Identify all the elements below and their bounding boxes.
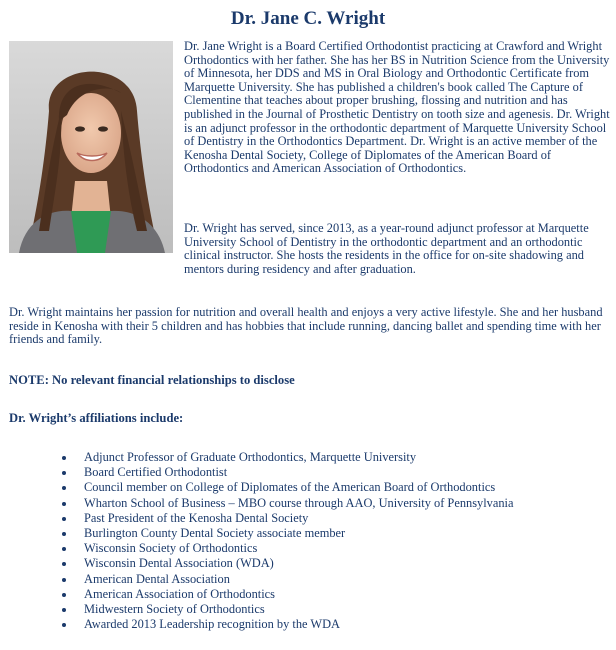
affiliations-list <box>0 450 514 632</box>
disclosure-note: NOTE: No relevant financial relationships to disclose <box>9 373 295 387</box>
list-item: Midwestern Society of Orthodontics <box>0 602 514 617</box>
list-item: Board Certified Orthodontist <box>0 465 514 480</box>
bio-paragraph-1: Dr. Jane Wright is a Board Certified Orthodontist practicing at Crawford and Wright Orthodontics with her father. She has her BS in Nutrition Science from the University of Minnesota, her DDS and MS in Oral Biology and Orthodontic Certificate from Marquette University. She has published a children's book called The Capture of Clementine that teaches about proper brushing, flossing and nutrition and has published in the Journal of Prosthetic Dentistry on tooth size and agenesis. Dr. Wright is an adjunct professor in the orthodontic department of Marquette University School of Dentistry in the Orthodontics Department. Dr. Wright is an active member of the Kenosha Dental Society, College of Diplomates of the American Board of Orthodontics and American Association of Orthodontics. <box>184 39 610 176</box>
list-item: American Association of Orthodontics <box>0 587 514 602</box>
list-item: Wisconsin Society of Orthodontics <box>0 541 514 556</box>
list-item: American Dental Association <box>0 572 514 587</box>
list-item: Awarded 2013 Leadership recognition by the WDA <box>0 617 514 632</box>
page-title: Dr. Jane C. Wright <box>230 8 386 29</box>
affiliations-heading: Dr. Wright’s affiliations include: <box>9 411 184 425</box>
list-item: Wharton School of Business – MBO course through AAO, University of Pennsylvania <box>0 496 514 511</box>
list-item: Adjunct Professor of Graduate Orthodontics, Marquette University <box>0 450 514 465</box>
portrait-photo <box>9 41 173 253</box>
bio-paragraph-3: Dr. Wright maintains her passion for nutrition and overall health and enjoys a very active lifestyle. She and her husband reside in Kenosha with their 5 children and has hobbies that include running, dancing ballet and spending time with her friends and family. <box>9 305 603 347</box>
list-item: Burlington County Dental Society associate member <box>0 526 514 541</box>
bio-paragraph-2: Dr. Wright has served, since 2013, as a year-round adjunct professor at Marquette University School of Dentistry in the orthodontic department and an orthodontic clinical instructor. She hosts the residents in the office for on-site shadowing and mentors during residency and after graduation. <box>184 221 589 276</box>
list-item: Past President of the Kenosha Dental Society <box>0 511 514 526</box>
list-item: Wisconsin Dental Association (WDA) <box>0 556 514 571</box>
list-item: Council member on College of Diplomates of the American Board of Orthodontics <box>0 480 514 495</box>
